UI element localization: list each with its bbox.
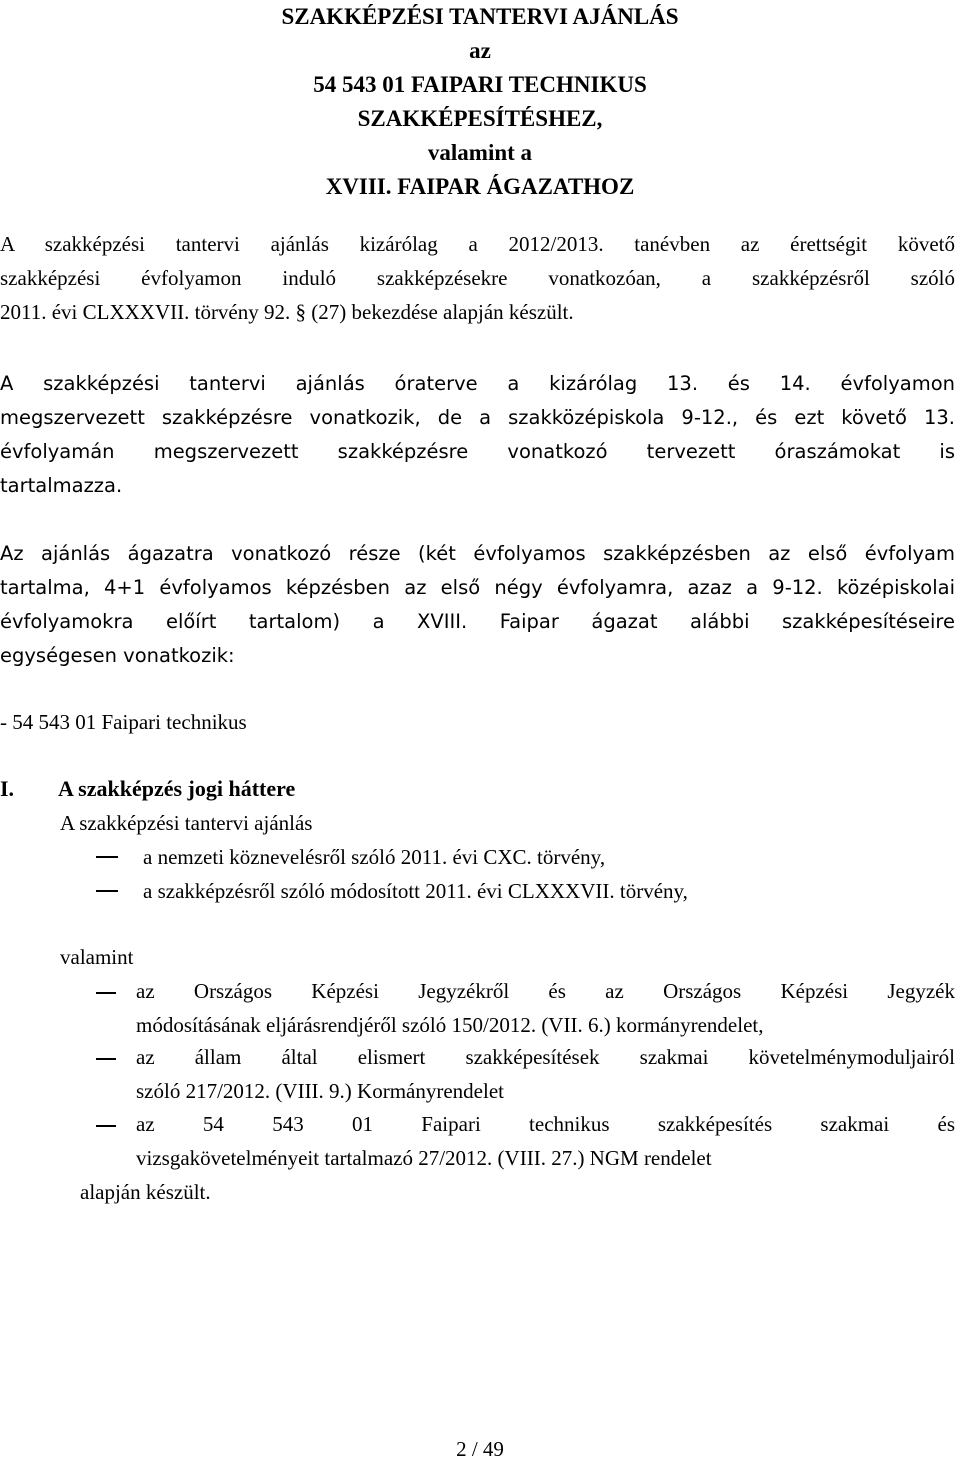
section-number: I. <box>0 776 15 801</box>
list-item <box>136 974 955 1042</box>
title-line: 54 543 01 FAIPARI TECHNIKUS <box>313 72 647 97</box>
title-line: XVIII. FAIPAR ÁGAZATHOZ <box>325 174 635 199</box>
list-dash <box>96 856 118 858</box>
list-item <box>136 1107 955 1175</box>
list-dash <box>96 992 116 994</box>
qualification-item: - 54 543 01 Faipari technikus <box>0 710 247 734</box>
paragraph-line: A szakképzési tantervi ajánlás kizárólag a 2012/2013. tanévben az érettségit követő <box>0 232 955 256</box>
list-item-line: szóló 217/2012. (VIII. 9.) Kormányrendelet <box>136 1079 504 1103</box>
paragraph-line: egységesen vonatkozik: <box>0 644 235 667</box>
list-dash <box>96 1058 116 1060</box>
paragraph-line: tartalma, 4+1 évfolyamos képzésben az első négy évfolyamra, azaz a 9-12. középiskolai <box>0 576 955 599</box>
title-line: valamint a <box>427 140 533 165</box>
list-item <box>136 1040 955 1108</box>
list-item-line: az 54 543 01 Faipari technikus szakképesítés szakmai és <box>136 1112 955 1136</box>
section-intro: A szakképzési tantervi ajánlás <box>60 811 313 835</box>
paragraph-line: szakképzési évfolyamon induló szakképzésekre vonatkozóan, a szakképzésről szóló <box>0 266 955 290</box>
paragraph-line: A szakképzési tantervi ajánlás óraterve a kizárólag 13. és 14. évfolyamon <box>0 372 955 395</box>
section-title: A szakképzés jogi háttere <box>58 776 296 801</box>
list-dash <box>96 1125 116 1127</box>
paragraph-line: megszervezett szakképzésre vonatkozik, de a szakközépiskola 9-12., és ezt követő 13. <box>0 406 955 429</box>
paragraph-line: 2011. évi CLXXXVII. törvény 92. § (27) bekezdése alapján készült. <box>0 300 574 324</box>
page-number: 2 / 49 <box>456 1437 504 1461</box>
list-dash <box>96 890 118 892</box>
closing-text: alapján készült. <box>80 1180 211 1204</box>
title-line: SZAKKÉPZÉSI TANTERVI AJÁNLÁS <box>281 4 679 29</box>
intro-paragraph <box>0 227 955 329</box>
paragraph-line: évfolyamokra előírt tartalom) a XVIII. Faipar ágazat alábbi szakképesítéseire <box>0 610 955 633</box>
list-item-line: az állam által elismert szakképesítések szakmai követelménymoduljairól <box>136 1045 955 1069</box>
document-title <box>0 0 960 204</box>
paragraph-line: Az ajánlás ágazatra vonatkozó része (két évfolyamos szakképzésben az első évfolyam <box>0 542 955 565</box>
list-item-line: módosításának eljárásrendjéről szóló 150/2012. (VII. 6.) kormányrendelet, <box>136 1013 764 1037</box>
title-line: az <box>469 38 491 63</box>
sector-paragraph <box>0 537 955 673</box>
list-item: a nemzeti köznevelésről szóló 2011. évi CXC. törvény, <box>143 845 606 869</box>
section-heading <box>0 772 295 806</box>
curriculum-paragraph <box>0 367 955 503</box>
paragraph-line: évfolyamán megszervezett szakképzésre vonatkozó tervezett óraszámokat is <box>0 440 955 463</box>
list-item: a szakképzésről szóló módosított 2011. évi CLXXXVII. törvény, <box>143 879 688 903</box>
list-item-line: vizsgakövetelményeit tartalmazó 27/2012. (VIII. 27.) NGM rendelet <box>136 1146 712 1170</box>
list-item-line: az Országos Képzési Jegyzékről és az Országos Képzési Jegyzék <box>136 979 955 1003</box>
title-line: SZAKKÉPESÍTÉSHEZ, <box>357 106 603 131</box>
paragraph-line: tartalmazza. <box>0 474 123 497</box>
valamint-text: valamint <box>60 945 134 969</box>
